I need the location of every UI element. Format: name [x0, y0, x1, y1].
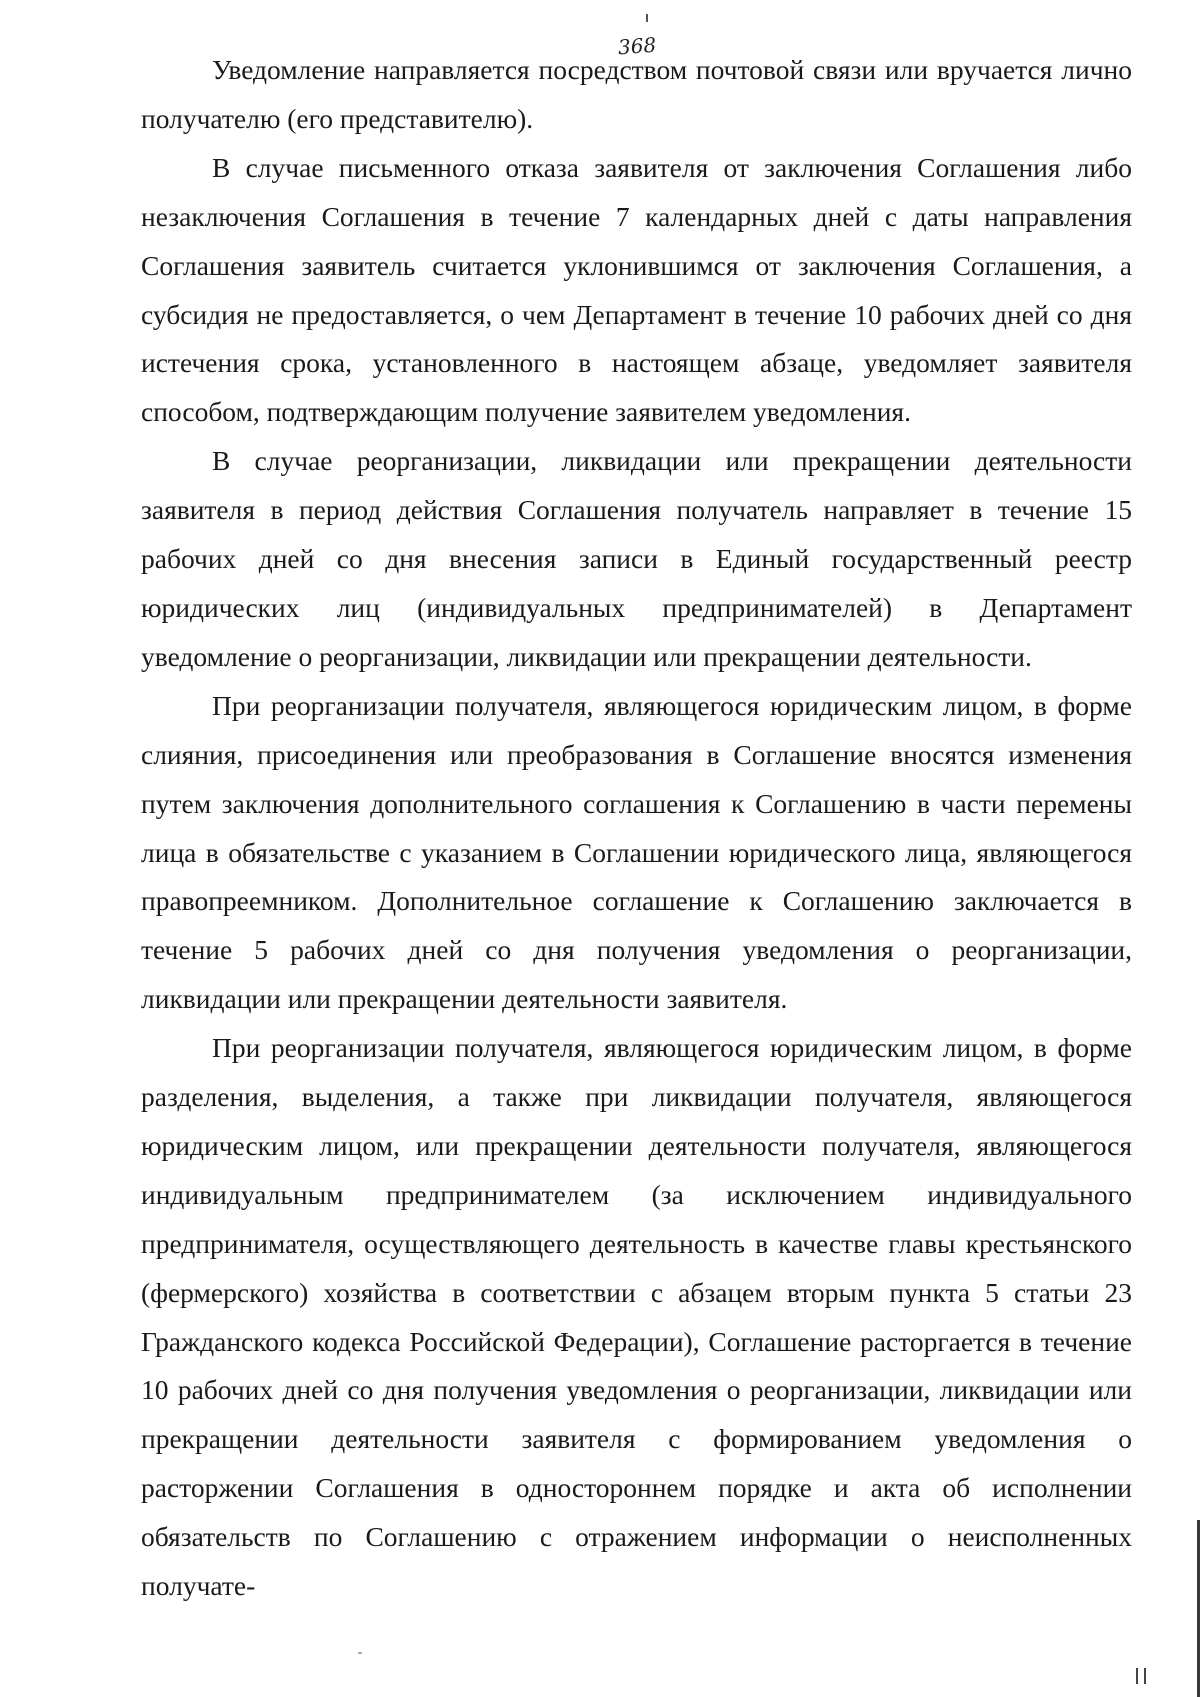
- scan-mark: [646, 14, 648, 22]
- body-text: [141, 46, 1132, 1611]
- paragraph-division-termination: При реорганизации получателя, являющегося юридическим лицом, в форме разделения, выделения, а также при ликвидации получателя, являющегося юридическим лицом, или прекращении деятельности получателя, являющегося индивидуальным предпринимателем (за исключением индивидуального предпринимателя, осуществляющего деятельность в качестве главы крестьянского (фермерского) хозяйства в соответствии с абзацем вторым пункта 5 статьи 23 Гражданского кодекса Российской Федерации), Соглашение расторгается в течение 10 рабочих дней со дня получения уведомления о реорганизации, ликвидации или прекращении деятельности заявителя с формированием уведомления о расторжении Соглашения в одностороннем порядке и акта об исполнении обязательств по Соглашению с отражением информации о неисполненных получате-: [141, 1032, 1132, 1602]
- paragraph-reorganization-notice: В случае реорганизации, ликвидации или прекращении деятельности заявителя в период действия Соглашения получатель направляет в течение 15 рабочих дней со дня внесения записи в Единый государственный реестр юридических лиц (индивидуальных предпринимателей) в Департамент уведомление о реорганизации, ликвидации или прекращении деятельности.: [141, 445, 1132, 672]
- paragraph-merger: При реорганизации получателя, являющегося юридическим лицом, в форме слияния, присоединения или преобразования в Соглашение вносятся изменения путем заключения дополнительного соглашения к Соглашению в части перемены лица в обязательстве с указанием в Соглашении юридического лица, являющегося правопреемником. Дополнительное соглашение к Соглашению заключается в течение 5 рабочих дней со дня получения уведомления о реорганизации, ликвидации или прекращении деятельности заявителя.: [141, 689, 1132, 1015]
- scan-tick-marks: [1136, 1668, 1150, 1684]
- paragraph-refusal: В случае письменного отказа заявителя от заключения Соглашения либо незаключения Соглашения в течение 7 календарных дней с даты направления Соглашения заявитель считается уклонившимся от заключения Соглашения, а субсидия не предоставляется, о чем Департамент в течение 10 рабочих дней со дня истечения срока, установленного в настоящем абзаце, уведомляет заявителя способом, подтверждающим получение заявителем уведомления.: [141, 151, 1132, 428]
- scan-speck: [358, 1652, 362, 1654]
- page-number: 368: [617, 32, 657, 60]
- paragraph-notification-delivery: Уведомление направляется посредством почтовой связи или вручается лично получателю (его представителю).: [141, 54, 1132, 134]
